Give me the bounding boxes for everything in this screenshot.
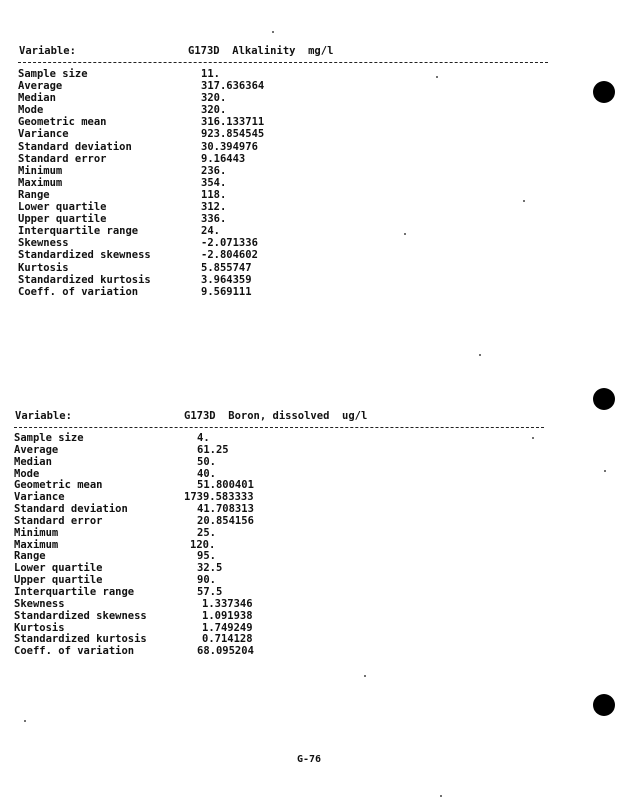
stat-value: 9.16443 (201, 152, 246, 165)
stat-value: 1.091938 (202, 609, 253, 622)
stat-label: Interquartile range (14, 585, 135, 598)
stat-row (18, 92, 264, 104)
punch-hole (593, 694, 615, 716)
stat-label: Sample size (14, 432, 84, 444)
stat-value: 90. (197, 574, 216, 587)
stat-value: 95. (197, 550, 216, 563)
stat-row (18, 165, 264, 177)
variable-name: G173D Alkalinity mg/l (188, 45, 334, 57)
stat-value: 32.5 (197, 562, 223, 575)
stat-row (18, 128, 264, 140)
stat-label: Lower quartile (18, 201, 107, 214)
page-number: G-76 (296, 754, 322, 765)
stat-label: Interquartile range (18, 225, 139, 238)
stat-label: Standardized skewness (18, 249, 151, 262)
stat-label: Upper quartile (14, 574, 103, 587)
stat-row (18, 201, 264, 213)
scan-speck (404, 233, 406, 235)
stat-label: Minimum (18, 164, 63, 177)
variable-name: G173D Boron, dissolved ug/l (184, 410, 368, 422)
header-rule (14, 427, 544, 428)
stat-row (18, 177, 264, 189)
scan-speck (479, 354, 481, 356)
stat-value: 3.964359 (201, 273, 252, 286)
stat-label: Standard deviation (14, 503, 128, 516)
stat-value: 9.569111 (201, 285, 252, 298)
stat-label: Coeff. of variation (14, 645, 135, 658)
stat-row (18, 237, 264, 249)
stat-label: Kurtosis (18, 261, 69, 274)
stat-label: Variance (18, 128, 69, 141)
stat-value: 68.095204 (197, 645, 254, 658)
stat-value: 50. (197, 455, 216, 468)
stat-value: 354. (201, 176, 227, 189)
stat-row (18, 80, 264, 92)
scan-speck (604, 470, 606, 472)
scan-speck (272, 31, 274, 33)
stat-label: Median (18, 92, 56, 105)
stat-label: Standard error (14, 514, 103, 527)
stat-label: Geometric mean (18, 116, 107, 129)
stat-row (18, 68, 264, 80)
scan-speck (523, 200, 525, 202)
stat-value: -2.071336 (201, 237, 258, 250)
stat-row (14, 646, 254, 658)
stat-label: Standardized skewness (14, 609, 147, 622)
stat-value: -2.804602 (201, 249, 258, 262)
scan-speck (436, 76, 438, 78)
stat-label: Range (18, 188, 50, 201)
stat-value: 41.708313 (197, 503, 254, 516)
punch-hole (593, 81, 615, 103)
stat-row (18, 189, 264, 201)
stat-value: 1.337346 (202, 597, 253, 610)
stat-value: 320. (201, 104, 227, 117)
stat-row (14, 599, 254, 611)
stat-row (18, 141, 264, 153)
stat-label: Skewness (18, 237, 69, 250)
stat-row (14, 445, 254, 457)
stat-label: Average (18, 80, 63, 93)
stat-label: Mode (18, 104, 44, 117)
stat-label: Coeff. of variation (18, 285, 139, 298)
punch-hole (593, 388, 615, 410)
stat-row (18, 274, 264, 286)
stat-value: 1.749249 (202, 621, 253, 634)
stat-label: Lower quartile (14, 562, 103, 575)
stat-value: 5.855747 (201, 261, 252, 274)
stat-row (18, 213, 264, 225)
stat-row (18, 286, 264, 298)
stat-label: Standardized kurtosis (14, 633, 147, 646)
stat-value: 120. (190, 538, 216, 551)
stat-value: 57.5 (197, 585, 223, 598)
header-rule (18, 62, 548, 63)
stat-label: Upper quartile (18, 213, 107, 226)
stat-label: Median (14, 455, 52, 468)
stat-value: 51.800401 (197, 479, 254, 492)
stat-value: 1739.583333 (184, 491, 254, 504)
scan-speck (532, 437, 534, 439)
stat-row (18, 225, 264, 237)
stat-label: Minimum (14, 526, 59, 539)
stat-label: Skewness (14, 597, 65, 610)
stat-row (18, 153, 264, 165)
stat-value: 30.394976 (201, 140, 258, 153)
stat-value: 61.25 (197, 443, 229, 456)
scan-speck (364, 675, 366, 677)
stat-label: Geometric mean (14, 479, 103, 492)
stat-row (18, 104, 264, 116)
stats-table-2 (14, 433, 254, 658)
variable-label: Variable: (15, 410, 72, 422)
stat-value: 312. (201, 201, 227, 214)
stat-row (14, 457, 254, 469)
stat-label: Sample size (18, 68, 88, 80)
stat-label: Maximum (14, 538, 59, 551)
stat-value: 236. (201, 164, 227, 177)
stat-value: 336. (201, 213, 227, 226)
stat-value: 25. (197, 526, 216, 539)
stat-value: 320. (201, 92, 227, 105)
stat-value: 316.133711 (201, 116, 265, 129)
scan-speck (440, 795, 442, 797)
stat-row (14, 516, 254, 528)
stat-row (14, 540, 254, 552)
stat-value: 24. (201, 225, 220, 238)
stat-row (18, 249, 264, 261)
stat-label: Range (14, 550, 46, 563)
stat-row (14, 611, 254, 623)
stat-value: 4. (197, 432, 210, 444)
stat-value: 923.854545 (201, 128, 265, 141)
stat-value: 317.636364 (201, 80, 265, 93)
stat-value: 40. (197, 467, 216, 480)
stat-label: Variance (14, 491, 65, 504)
stat-label: Standard error (18, 152, 107, 165)
stat-label: Mode (14, 467, 40, 480)
stat-value: 11. (201, 68, 220, 80)
stat-label: Standardized kurtosis (18, 273, 151, 286)
stat-label: Maximum (18, 176, 63, 189)
stat-label: Standard deviation (18, 140, 132, 153)
stat-value: 118. (201, 188, 227, 201)
stat-value: 0.714128 (202, 633, 253, 646)
stat-row (18, 262, 264, 274)
stat-row (18, 116, 264, 128)
stat-label: Average (14, 443, 59, 456)
stats-table-1 (18, 68, 264, 298)
variable-label: Variable: (19, 45, 76, 57)
scan-speck (24, 720, 26, 722)
stat-label: Kurtosis (14, 621, 65, 634)
stat-row (14, 528, 254, 540)
stat-value: 20.854156 (197, 514, 254, 527)
